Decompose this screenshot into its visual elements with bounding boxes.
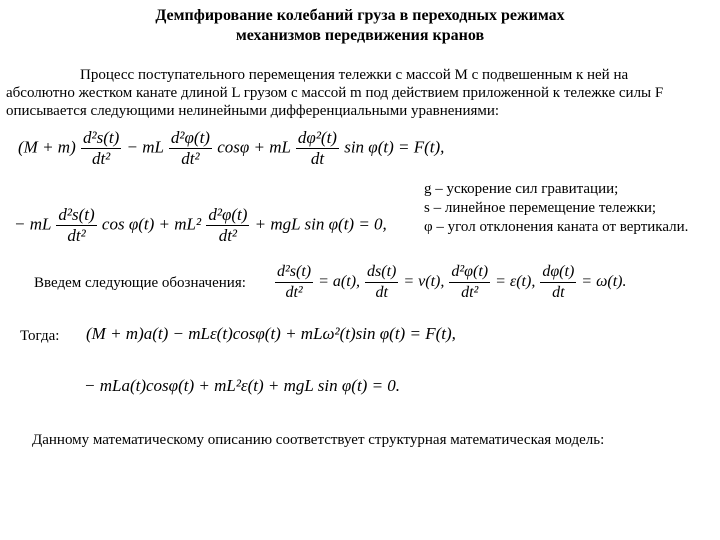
intro-paragraph [6, 66, 712, 120]
intro-line-1: Процесс поступательного перемещения тележки с массой M с подвешенным к ней на [80, 67, 629, 83]
variable-notes [424, 180, 688, 237]
title-line-2: механизмов передвижения кранов [235, 27, 485, 44]
fraction: $\frac{\text{dφ²(t)}}{dt}$ [297, 128, 337, 168]
model-statement: Данному математическому описанию соответствует структурная математическая модель: [32, 432, 605, 448]
fraction: $\frac{\text{d²s(t)}}{\text{dt²}}$ [277, 263, 312, 301]
note-s: s – линейное перемещение тележки; [424, 200, 657, 216]
title-line-1: Демпфирование колебаний груза в переходных режимах [155, 7, 565, 24]
equation-2: − mL $\frac{\text{d²s(t)}}{\text{dt²}}$ cos φ(t) + mL² $\frac{\text{d²φ(t)}}{\text{dt²}}$ + mgL sin φ(t) = 0, [14, 205, 387, 245]
notation-equations: $\frac{\text{d²s(t)}}{\text{dt²}}$ = a(t), $\frac{ds(t)}{dt}$ = v(t), $\frac{\text{d²φ(t)}}{\text{dt²}}$ = ε(t), $\frac{d\varphi(t)}{dt}$ = ω(t). [277, 263, 627, 301]
fraction: $\frac{\text{d²s(t)}}{\text{dt²}}$ [82, 128, 120, 168]
fraction: $\frac{d\varphi(t)}{dt}$ [542, 263, 575, 301]
intro-line-2: абсолютно жестком канате длиной L грузом с массой m под действием приложенной к тележке силы F [6, 85, 664, 101]
intro-line-3: описывается следующими нелинейными дифференциальными уравнениями: [6, 103, 500, 119]
equation-3: (M + m)a(t) − mLε(t)cosφ(t) + mLω²(t)sin φ(t) = F(t), [86, 324, 456, 343]
notation-label: Введем следующие обозначения: [34, 275, 246, 291]
fraction: $\frac{\text{d²φ(t)}}{\text{dt²}}$ [451, 263, 489, 301]
fraction: $\frac{\text{d²φ(t)}}{\text{dt²}}$ [208, 205, 248, 245]
fraction: $\frac{\text{d²s(t)}}{\text{dt²}}$ [58, 205, 95, 245]
fraction: $\frac{\text{d²φ(t)}}{\text{dt²}}$ [170, 128, 210, 168]
note-g: g – ускорение сил гравитации; [424, 181, 619, 197]
page-title [0, 6, 720, 46]
fraction: $\frac{ds(t)}{dt}$ [367, 263, 397, 301]
note-phi: φ – угол отклонения каната от вертикали. [424, 219, 689, 235]
equation-4: − mLa(t)cosφ(t) + mL²ε(t) + mgL sin φ(t) = 0. [84, 376, 401, 395]
equation-1: (M + m) $\frac{\text{d²s(t)}}{\text{dt²}}$ − mL $\frac{\text{d²φ(t)}}{\text{dt²}}$ cosφ + mL $\frac{\text{dφ²(t)}}{dt}$ sin φ(t) = F(t), [18, 128, 445, 168]
then-label: Тогда: [20, 328, 60, 344]
